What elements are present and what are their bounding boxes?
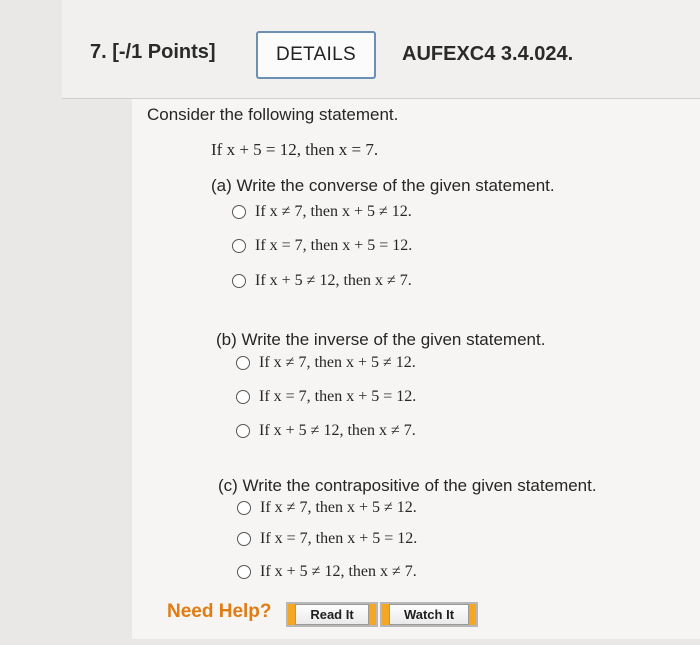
radio-button[interactable] <box>237 565 251 579</box>
question-code: AUFEXC4 3.4.024. <box>402 43 574 65</box>
option-text: If x ≠ 7, then x + 5 ≠ 12. <box>259 354 416 371</box>
part-b-option-2[interactable] <box>236 388 416 406</box>
radio-button[interactable] <box>232 274 246 288</box>
radio-button[interactable] <box>236 424 250 438</box>
watch-it-button[interactable] <box>380 602 478 627</box>
radio-button[interactable] <box>236 356 250 370</box>
option-text: If x ≠ 7, then x + 5 ≠ 12. <box>260 499 417 516</box>
option-text: If x = 7, then x + 5 = 12. <box>255 237 413 254</box>
option-text: If x + 5 ≠ 12, then x ≠ 7. <box>260 563 417 580</box>
read-it-button[interactable] <box>286 602 378 627</box>
option-text: If x ≠ 7, then x + 5 ≠ 12. <box>255 203 412 220</box>
part-b-label: (b) Write the inverse of the given statement. <box>216 330 546 349</box>
option-text: If x + 5 ≠ 12, then x ≠ 7. <box>259 422 416 439</box>
radio-button[interactable] <box>232 239 246 253</box>
option-text: If x = 7, then x + 5 = 12. <box>260 530 418 547</box>
part-b-option-1[interactable] <box>236 354 416 372</box>
watch-it-label: Watch It <box>389 604 469 625</box>
part-c-label: (c) Write the contrapositive of the given statement. <box>218 476 597 495</box>
option-text: If x = 7, then x + 5 = 12. <box>259 388 417 405</box>
radio-button[interactable] <box>237 532 251 546</box>
radio-button[interactable] <box>237 501 251 515</box>
question-number: 7. [-/1 Points] <box>90 41 216 63</box>
part-a-option-1[interactable] <box>232 203 412 221</box>
question-prompt: Consider the following statement. <box>147 105 399 124</box>
part-b-option-3[interactable] <box>236 422 416 440</box>
radio-button[interactable] <box>232 205 246 219</box>
part-a-option-2[interactable] <box>232 237 412 255</box>
part-c-option-3[interactable] <box>237 563 417 581</box>
details-button[interactable]: DETAILS <box>256 31 376 79</box>
given-statement: If x + 5 = 12, then x = 7. <box>211 140 379 159</box>
part-a-label: (a) Write the converse of the given statement. <box>211 176 555 195</box>
need-help-label: Need Help? <box>167 601 272 622</box>
part-c-option-2[interactable] <box>237 530 417 548</box>
radio-button[interactable] <box>236 390 250 404</box>
part-a-option-3[interactable] <box>232 272 412 290</box>
option-text: If x + 5 ≠ 12, then x ≠ 7. <box>255 272 412 289</box>
part-c-option-1[interactable] <box>237 499 417 517</box>
read-it-label: Read It <box>295 604 368 625</box>
